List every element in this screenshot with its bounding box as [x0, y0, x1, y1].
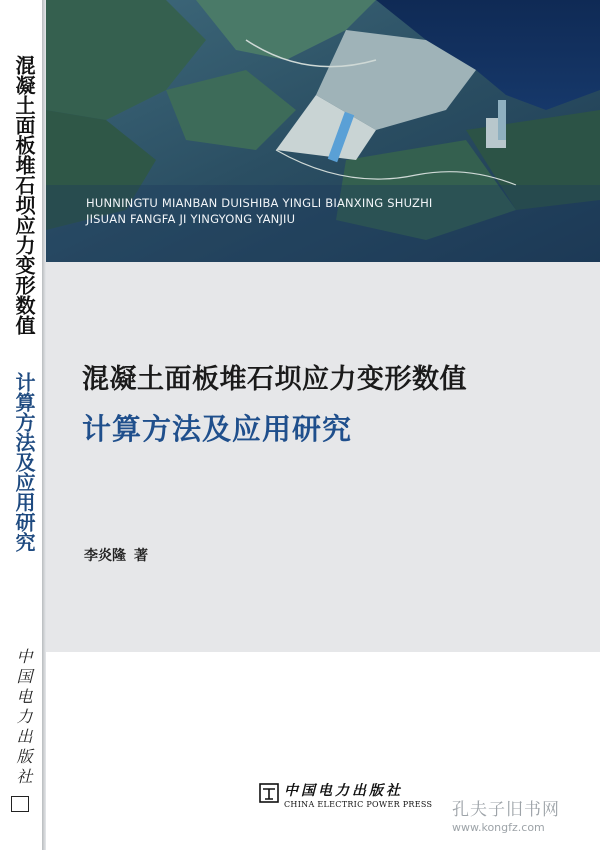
book-title-line1: 混凝土面板堆石坝应力变形数值: [82, 364, 467, 395]
publisher-logo-icon: [259, 783, 279, 803]
publisher-name-cn: 中国电力出版社: [284, 783, 403, 799]
pinyin-title: [86, 195, 433, 227]
book-spine: [0, 0, 42, 850]
spine-publisher: 中国电力出版社: [14, 648, 33, 788]
watermark: [452, 795, 560, 834]
watermark-url: www.kongfz.com: [452, 821, 545, 834]
publisher-name-en: CHINA ELECTRIC POWER PRESS: [284, 800, 433, 809]
pinyin-line1: HUNNINGTU MIANBAN DUISHIBA YINGLI BIANXING SHUZHI: [86, 196, 433, 210]
spine-publisher-logo-icon: [11, 796, 29, 812]
title-panel: [46, 262, 600, 652]
watermark-text: 孔夫子旧书网: [452, 800, 560, 820]
spine-title-line2: 计算方法及应用研究: [12, 372, 36, 552]
author-name: 李炎隆: [84, 548, 126, 564]
author-line: [84, 545, 148, 565]
spine-title-line1: 混凝土面板堆石坝应力变形数值: [12, 55, 36, 335]
book-title-line2: 计算方法及应用研究: [82, 412, 353, 446]
pinyin-line2: JISUAN FANGFA JI YINGYONG YANJIU: [86, 212, 296, 226]
author-role: 著: [134, 548, 148, 564]
